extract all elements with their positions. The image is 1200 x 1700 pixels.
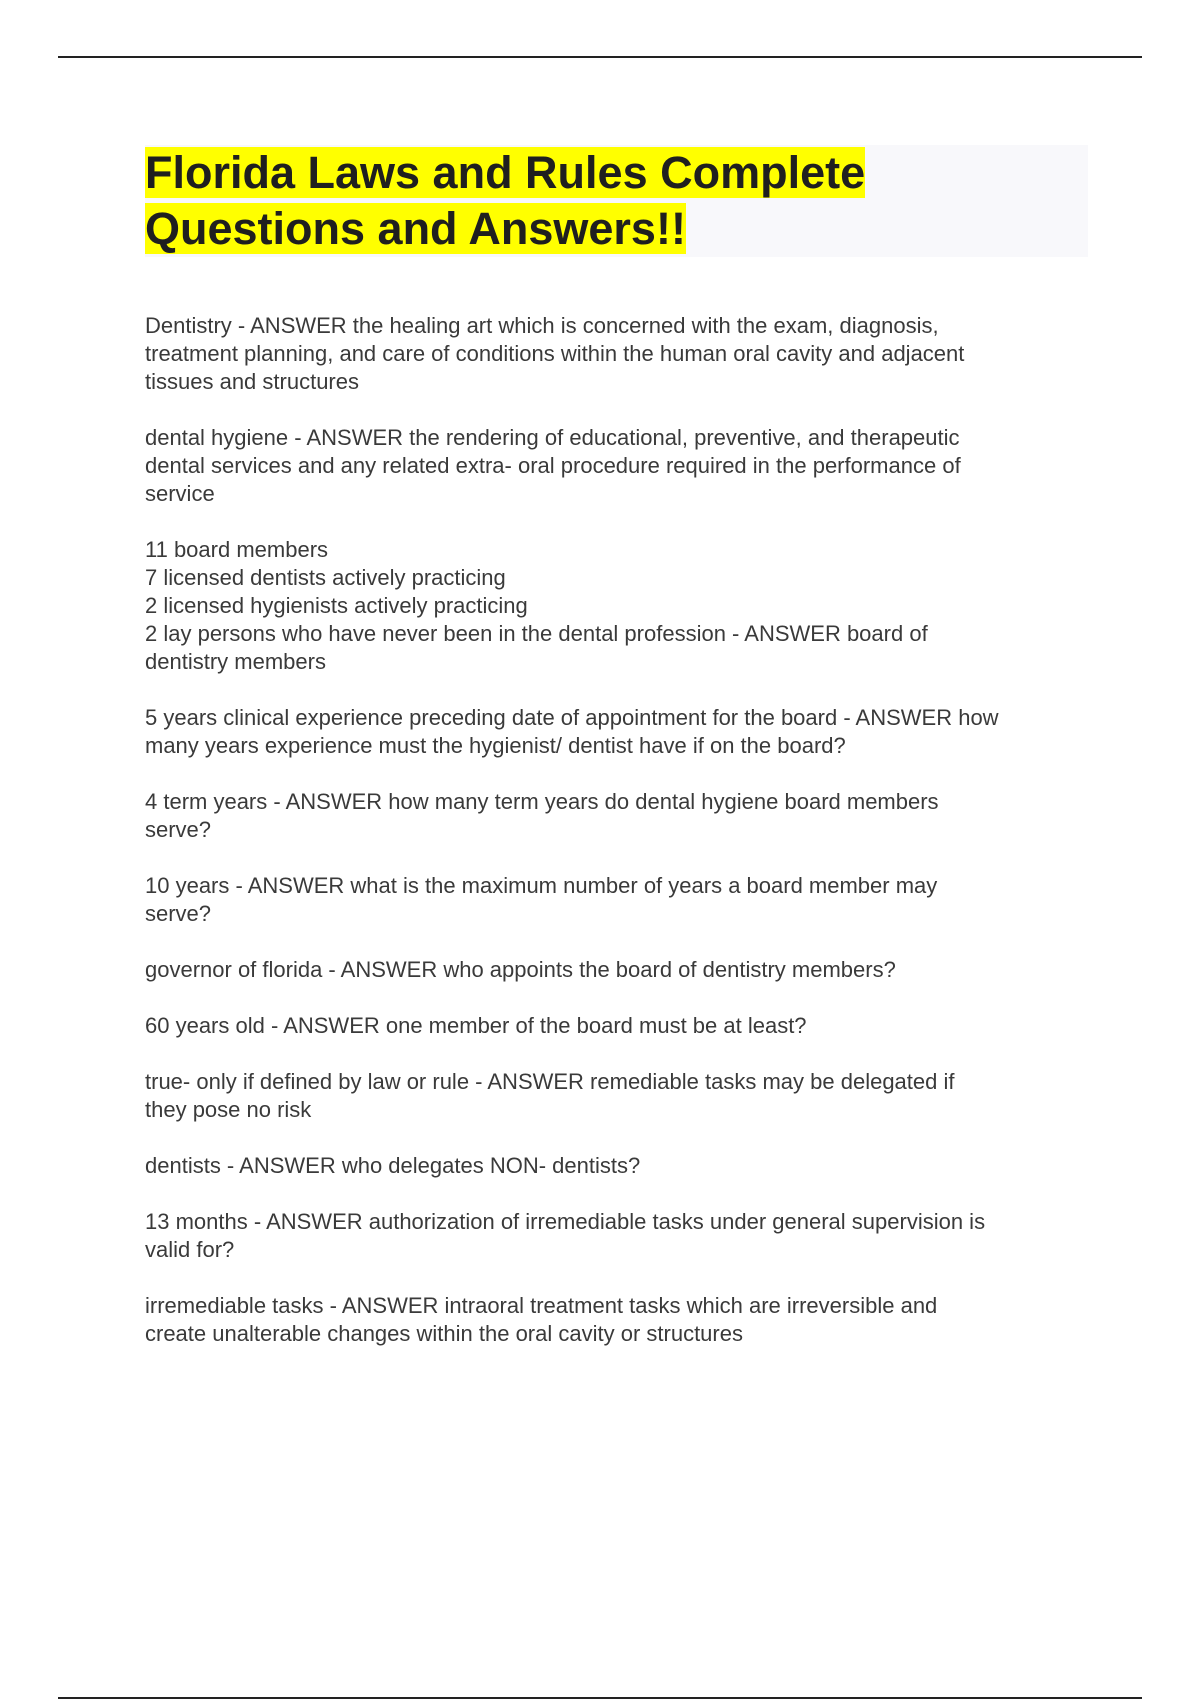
qa-entry — [145, 704, 1095, 760]
qa-entry-line: tissues and structures — [145, 369, 359, 394]
qa-entry-line: serve? — [145, 901, 212, 926]
qa-entry — [145, 424, 1095, 508]
bottom-rule — [58, 1697, 1142, 1699]
qa-entry-line: service — [145, 481, 215, 506]
qa-entry — [145, 1152, 1095, 1180]
qa-entry — [145, 1292, 1095, 1348]
qa-entry-line: dentistry members — [145, 649, 326, 674]
qa-entry-line: dentists - ANSWER who delegates NON- dentists? — [145, 1153, 641, 1178]
qa-entry — [145, 872, 1095, 928]
qa-entry-line: 11 board members — [145, 537, 329, 562]
qa-entry-line: governor of florida - ANSWER who appoints the board of dentistry members? — [145, 957, 896, 982]
qa-entry-line: valid for? — [145, 1237, 235, 1262]
qa-entry-line: 10 years - ANSWER what is the maximum number of years a board member may — [145, 873, 938, 898]
title-line-2: Questions and Answers!! — [145, 203, 686, 254]
qa-entry — [145, 536, 1095, 676]
qa-entry-line: they pose no risk — [145, 1097, 312, 1122]
qa-entry-line: 7 licensed dentists actively practicing — [145, 565, 506, 590]
qa-entry-line: create unalterable changes within the oral cavity or structures — [145, 1321, 743, 1346]
qa-entry-line: irremediable tasks - ANSWER intraoral treatment tasks which are irreversible and — [145, 1293, 938, 1318]
qa-entry-line: many years experience must the hygienist/ dentist have if on the board? — [145, 733, 846, 758]
qa-entry-line: Dentistry - ANSWER the healing art which is concerned with the exam, diagnosis, — [145, 313, 939, 338]
qa-entry-line: 5 years clinical experience preceding date of appointment for the board - ANSWER how — [145, 705, 999, 730]
title-line-1: Florida Laws and Rules Complete — [145, 147, 866, 198]
qa-entry-line: dental hygiene - ANSWER the rendering of educational, preventive, and therapeutic — [145, 425, 960, 450]
qa-entry — [145, 312, 1095, 396]
qa-entry — [145, 956, 1095, 984]
qa-entry-line: 2 licensed hygienists actively practicing — [145, 593, 528, 618]
qa-entry-line: 2 lay persons who have never been in the dental profession - ANSWER board of — [145, 621, 928, 646]
top-rule — [58, 56, 1142, 58]
qa-entry-line: true- only if defined by law or rule - ANSWER remediable tasks may be delegated if — [145, 1069, 955, 1094]
qa-entry-line: 4 term years - ANSWER how many term years do dental hygiene board members — [145, 789, 939, 814]
qa-list — [145, 312, 1095, 1376]
qa-entry-line: dental services and any related extra- oral procedure required in the performance of — [145, 453, 961, 478]
qa-entry-line: treatment planning, and care of conditions within the human oral cavity and adjacent — [145, 341, 965, 366]
qa-entry — [145, 1068, 1095, 1124]
qa-entry-line: 13 months - ANSWER authorization of irremediable tasks under general supervision is — [145, 1209, 986, 1234]
qa-entry — [145, 1012, 1095, 1040]
qa-entry — [145, 788, 1095, 844]
qa-entry-line: serve? — [145, 817, 212, 842]
document-title — [145, 145, 1088, 257]
qa-entry — [145, 1208, 1095, 1264]
qa-entry-line: 60 years old - ANSWER one member of the board must be at least? — [145, 1013, 807, 1038]
title-block — [145, 145, 1088, 257]
